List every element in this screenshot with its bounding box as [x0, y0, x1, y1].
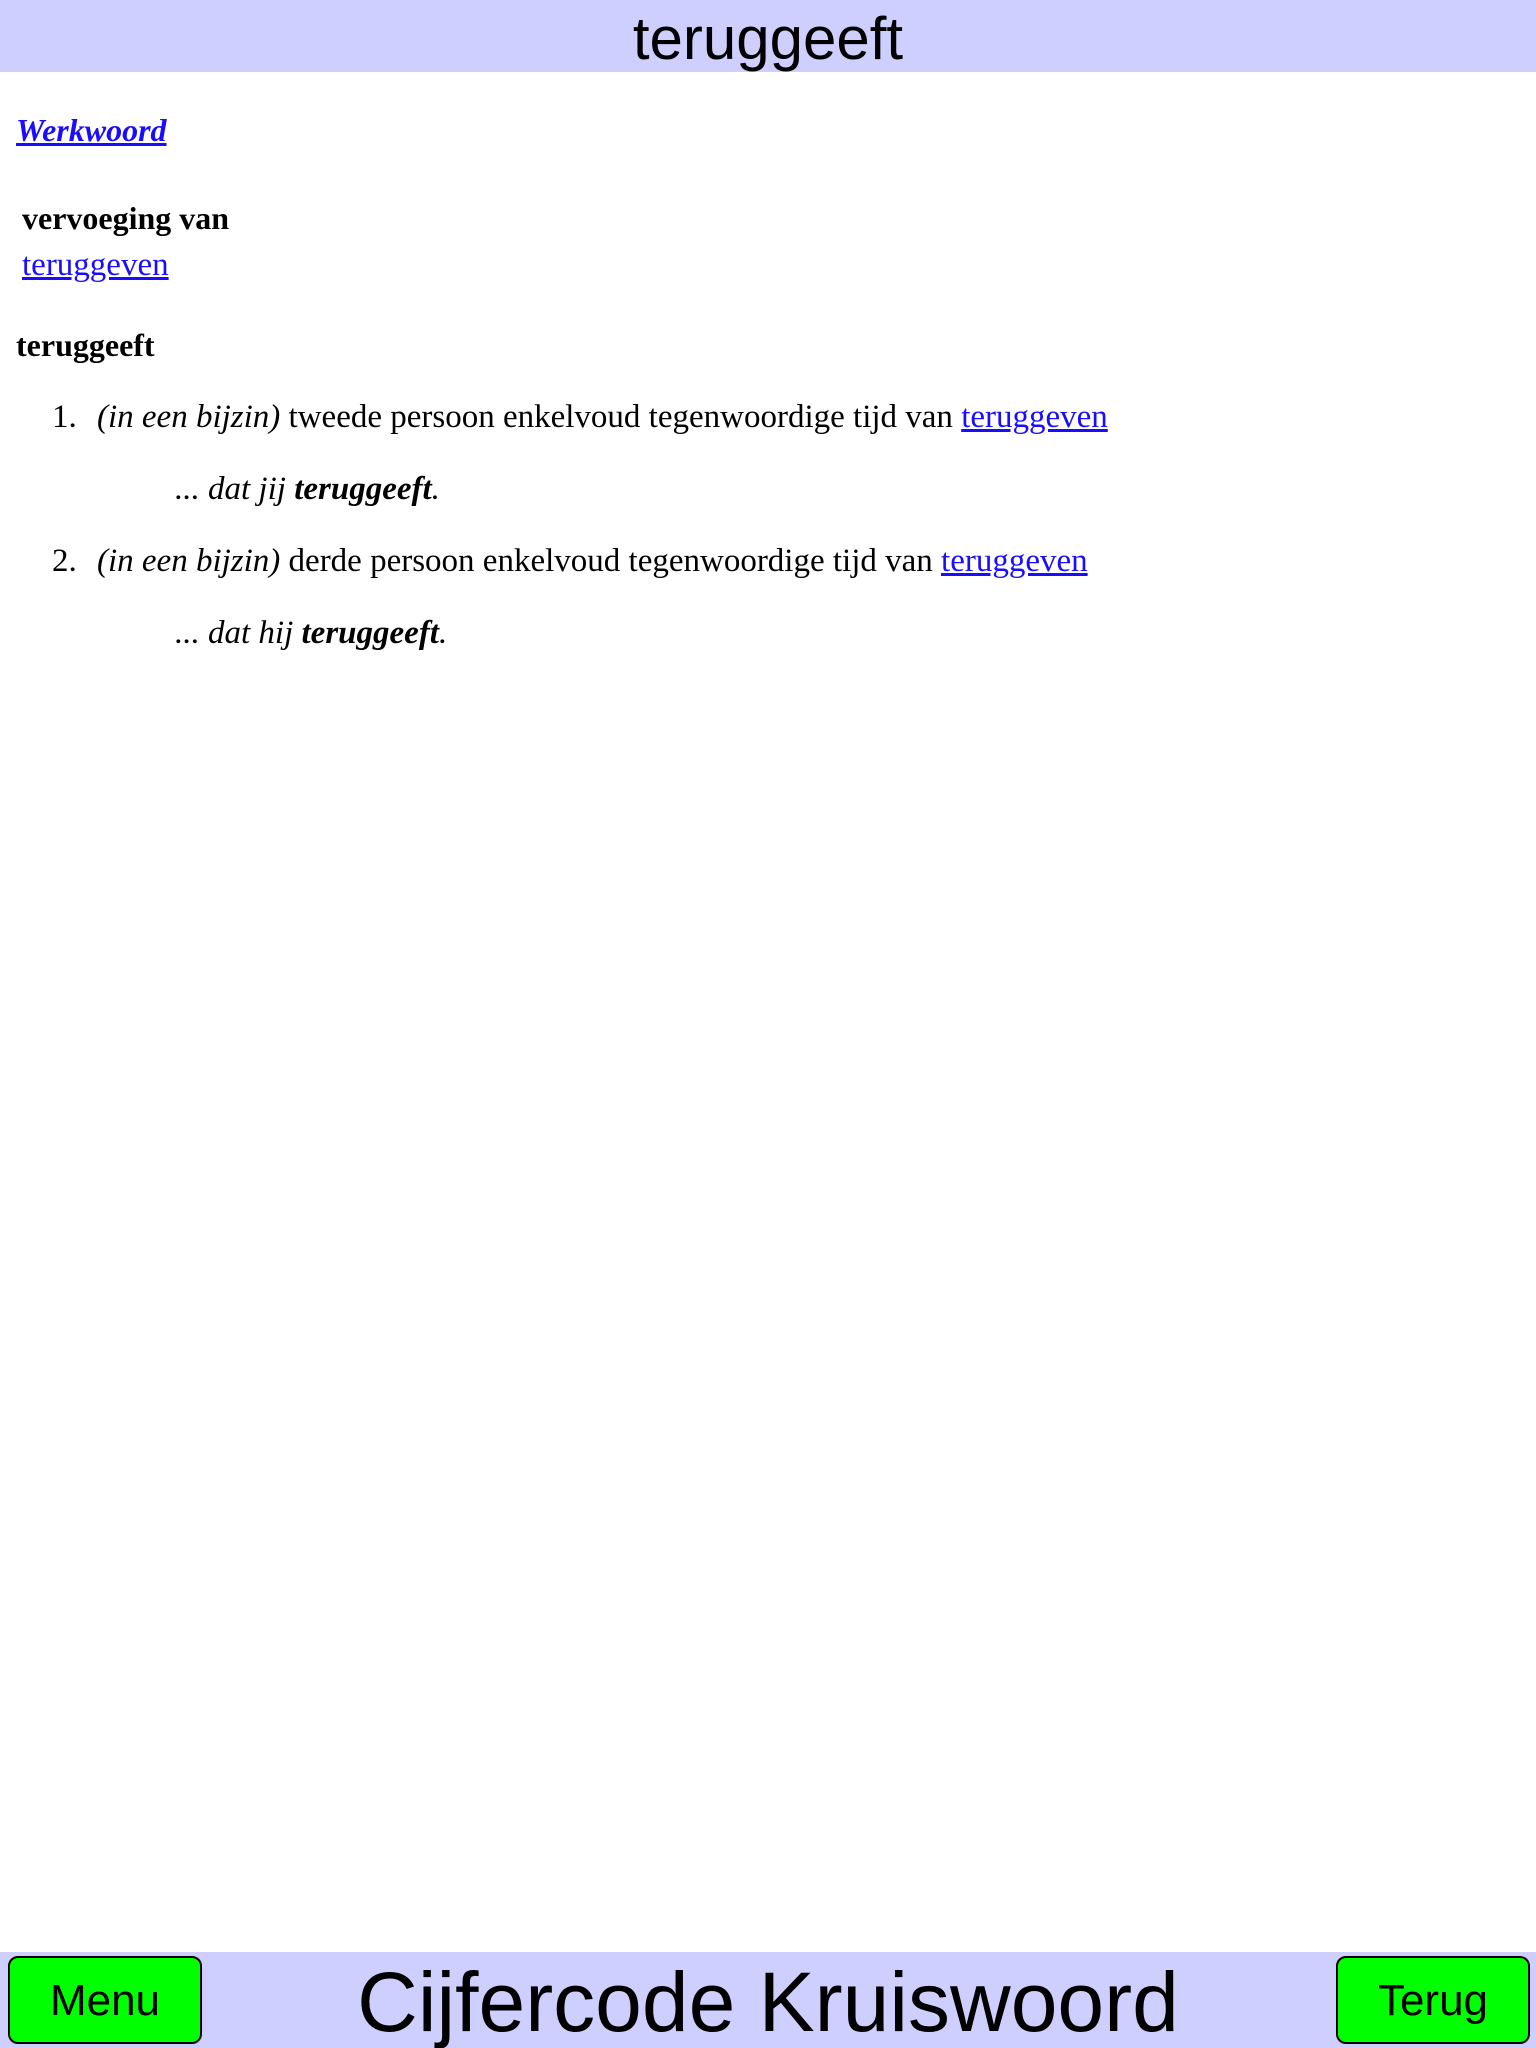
menu-button[interactable]: Menu: [8, 1956, 202, 2044]
example-suffix: .: [431, 471, 440, 507]
part-of-speech-link[interactable]: Werkwoord: [16, 112, 167, 148]
definition-qualifier: (in een bijzin): [97, 399, 281, 435]
definition-number: 1.: [52, 399, 77, 435]
example-headword: teruggeeft: [294, 471, 432, 507]
definition-link[interactable]: teruggeven: [941, 543, 1088, 579]
definition-number: 2.: [52, 543, 77, 579]
conjugation-base-link[interactable]: teruggeven: [22, 247, 169, 283]
definition-text: [97, 543, 1088, 580]
headword: teruggeeft: [16, 327, 155, 363]
conjugation-label: vervoeging van: [22, 200, 230, 236]
page-title-bar: [0, 0, 1536, 72]
example-suffix: .: [438, 615, 448, 651]
definition-link[interactable]: teruggeven: [961, 399, 1108, 435]
definition-body: tweede persoon enkelvoud tegenwoordige tijd van: [288, 399, 953, 435]
example-prefix: ... dat jij: [175, 471, 286, 507]
definition-body: derde persoon enkelvoud tegenwoordige tijd van: [288, 543, 933, 579]
definition-text: [97, 399, 1108, 436]
definition-qualifier: (in een bijzin): [97, 543, 281, 579]
example-sentence: [175, 615, 447, 652]
example-headword: teruggeeft: [301, 615, 439, 651]
bottom-bar: [0, 1952, 1536, 2048]
app-title: Cijfercode Kruiswoord: [357, 1955, 1179, 2048]
example-sentence: [175, 471, 440, 508]
back-button[interactable]: Terug: [1336, 1956, 1530, 2044]
example-prefix: ... dat hij: [175, 615, 294, 651]
page-title: teruggeeft: [632, 5, 904, 72]
